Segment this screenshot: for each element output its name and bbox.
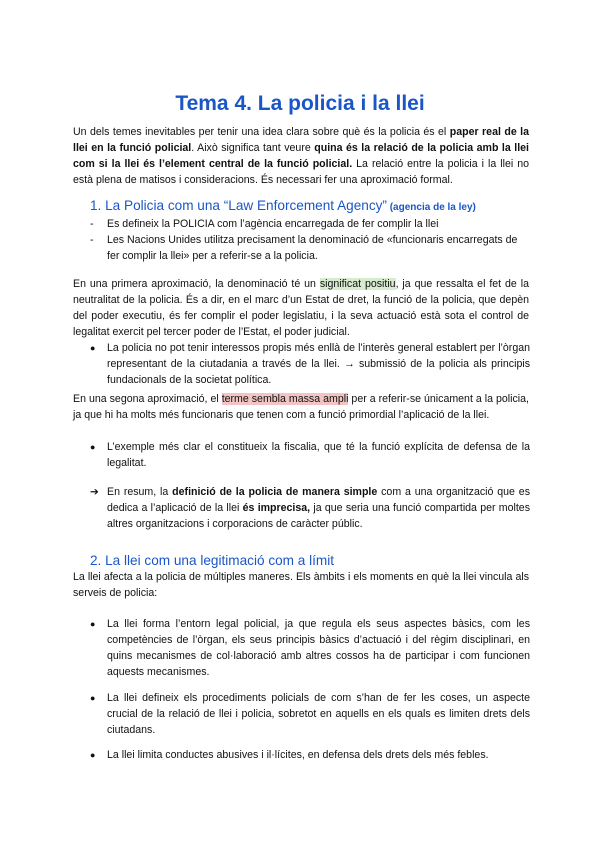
- list-item: [90, 232, 530, 264]
- section-1-heading-text: 1. La Policia com una “Law Enforcement Agency”: [90, 198, 387, 213]
- summary-bold-1: definició de la policia de manera simple: [172, 486, 378, 498]
- section-1-heading: [90, 198, 476, 213]
- bullet-icon: ●: [90, 750, 96, 760]
- bullet-icon: ●: [90, 693, 96, 703]
- bullet-icon: ●: [90, 619, 96, 629]
- dash-marker: -: [90, 218, 94, 230]
- intro-bold-2: quina és la relació de la policia amb la llei com si la llei és l’element central de la funció policial.: [73, 142, 529, 170]
- highlight-too-broad: terme sembla massa ampli: [221, 393, 349, 405]
- list-item-text: Les Nacions Unides utilitza precisament la denominació de «funcionaris encarregats de fer complir la llei» per a referir-se a la policia.: [107, 234, 518, 262]
- intro-text: La relació entre la policia i la llei no està plena de matisos i consideracions. És necessari fer una aproximació formal.: [73, 158, 529, 186]
- intro-text: . Això significa tant veure: [191, 142, 315, 154]
- list-item-text: Es defineix la POLICIA com l’agència encarregada de fer complir la llei: [107, 218, 439, 230]
- paragraph-text: per a referir-se únicament a la policia, ja que hi ha molts més funcionaris que tenen com a funció primordial l’aplicació de la llei.: [73, 393, 530, 421]
- list-item: [90, 690, 530, 738]
- paragraph-first-approach: [73, 276, 529, 340]
- summary-text-part: com a una organització que es dedica a l’aplicació de la llei: [107, 486, 530, 514]
- paragraph-second-approach: [73, 391, 529, 423]
- paragraph-text: , ja que ressalta el fet de la neutralitat de la policia. És a dir, en el marc d’un Estat de dret, la funció de la policia, que depèn del poder executiu, és fer complir el poder legislatiu, i la seva actuació està sota el control de legalitat exercit pel tercer poder de l’Estat, el poder judicial.: [73, 278, 529, 338]
- summary-text-part: En resum, la: [107, 486, 173, 498]
- page-title: Tema 4. La policia i la llei: [175, 92, 425, 115]
- list-item-text: L’exemple més clar el constitueix la fiscalia, que té la funció explícita de defensa de la legalitat.: [107, 441, 530, 469]
- dash-marker: -: [90, 234, 94, 246]
- list-item-text: La policia no pot tenir interessos propis més enllà de l’interès general establert per l’òrgan representant de la ciutadania a través de la llei. → submissió de la policia als principis fundacionals de la societat política.: [107, 342, 530, 386]
- bullet-icon: ●: [90, 343, 96, 353]
- list-item: [90, 439, 530, 471]
- intro-text: Un dels temes inevitables per tenir una idea clara sobre què és la policia és el: [73, 126, 450, 138]
- intro-bold-1: paper real de la llei en la funció policial: [73, 126, 529, 154]
- summary-text-part: ja que seria una funció compartida per moltes altres organitzacions i corporacions de caràcter públic.: [107, 502, 531, 530]
- list-item: [90, 340, 530, 388]
- list-item: [90, 216, 530, 232]
- list-item: [90, 747, 530, 763]
- list-item-text: La llei limita conductes abusives i il·lícites, en defensa dels drets dels més febles.: [107, 749, 489, 761]
- intro-paragraph: [73, 124, 529, 188]
- paragraph-text: En una primera aproximació, la denominació té un: [73, 278, 320, 290]
- section-1-heading-note: (agencia de la ley): [386, 202, 476, 213]
- list-item-text: La llei forma l’entorn legal policial, ja que regula els seus aspectes bàsics, com les competències de l’òrgan, els seus principis bàsics d’actuació i del règim disciplinari, en quins mecanismes de col·laboració amb altres cossos ha de participar i com funcionen aquests mecanismes.: [107, 618, 530, 678]
- arrow-icon: ➔: [90, 486, 99, 498]
- section-2-paragraph: La llei afecta a la policia de múltiples maneres. Els àmbits i els moments en què la llei vincula als serveis de policia:: [73, 571, 529, 599]
- summary-bold-2: és imprecisa,: [242, 502, 311, 514]
- section-2-heading: 2. La llei com una legitimació com a límit: [90, 553, 335, 568]
- bullet-icon: ●: [90, 442, 96, 452]
- highlight-positive: significat positiu: [319, 278, 396, 290]
- summary-item: [90, 484, 530, 532]
- list-item: [90, 616, 530, 680]
- paragraph-text: En una segona aproximació, el: [73, 393, 222, 405]
- list-item-text: La llei defineix els procediments policials de com s’han de fer les coses, un aspecte crucial de la relació de llei i policia, sobretot en aquells en els quals es limiten drets dels ciutadans.: [107, 692, 530, 736]
- summary-text: [107, 484, 530, 532]
